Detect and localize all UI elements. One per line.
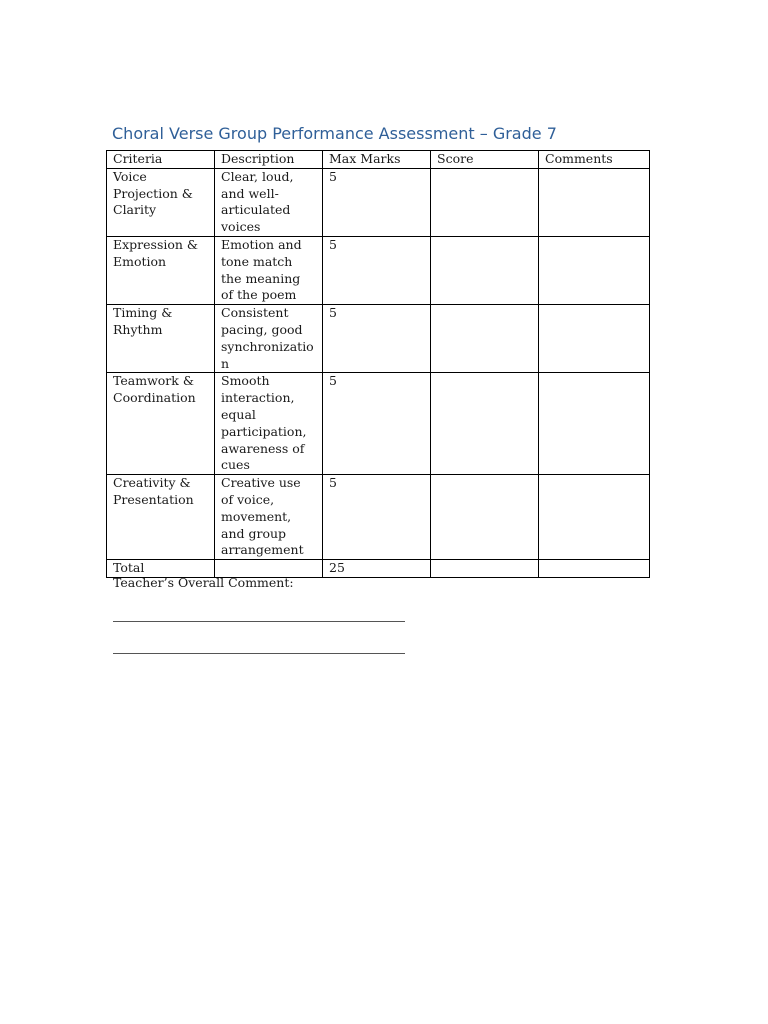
table-row [107,236,650,304]
criteria-cell: Expression & Emotion [107,236,215,304]
description-cell: Clear, loud, and well-articulated voices [215,168,323,236]
comments-cell[interactable] [539,305,650,373]
description-cell: Consistent pacing, good synchronization [215,305,323,373]
comments-cell[interactable] [539,475,650,560]
score-cell[interactable] [431,305,539,373]
comments-cell[interactable] [539,236,650,304]
description-cell: Emotion and tone match the meaning of the poem [215,236,323,304]
score-cell[interactable] [431,373,539,475]
comment-write-line[interactable] [113,621,405,622]
total-max-marks-cell: 25 [323,560,431,578]
max-marks-cell: 5 [323,168,431,236]
max-marks-cell: 5 [323,236,431,304]
description-cell: Creative use of voice, movement, and group arrangement [215,475,323,560]
comments-cell[interactable] [539,168,650,236]
table-row [107,475,650,560]
score-cell[interactable] [431,236,539,304]
max-marks-cell: 5 [323,305,431,373]
criteria-cell: Voice Projection & Clarity [107,168,215,236]
header-score: Score [431,151,539,169]
header-criteria: Criteria [107,151,215,169]
total-comments-cell[interactable] [539,560,650,578]
header-description: Description [215,151,323,169]
table-header-row [107,151,650,169]
max-marks-cell: 5 [323,373,431,475]
table-row [107,168,650,236]
header-comments: Comments [539,151,650,169]
comment-write-line[interactable] [113,653,405,654]
assessment-table [106,150,650,578]
description-cell: Smooth interaction, equal participation, awareness of cues [215,373,323,475]
comments-cell[interactable] [539,373,650,475]
max-marks-cell: 5 [323,475,431,560]
criteria-cell: Timing & Rhythm [107,305,215,373]
criteria-cell: Teamwork & Coordination [107,373,215,475]
header-max-marks: Max Marks [323,151,431,169]
page-title: Choral Verse Group Performance Assessment – Grade 7 [112,124,557,143]
criteria-cell: Creativity & Presentation [107,475,215,560]
total-score-cell[interactable] [431,560,539,578]
score-cell[interactable] [431,475,539,560]
overall-comment-label: Teacher’s Overall Comment: [113,575,294,590]
table-row [107,373,650,475]
total-label-cell: Total [107,560,215,578]
score-cell[interactable] [431,168,539,236]
table-row [107,305,650,373]
